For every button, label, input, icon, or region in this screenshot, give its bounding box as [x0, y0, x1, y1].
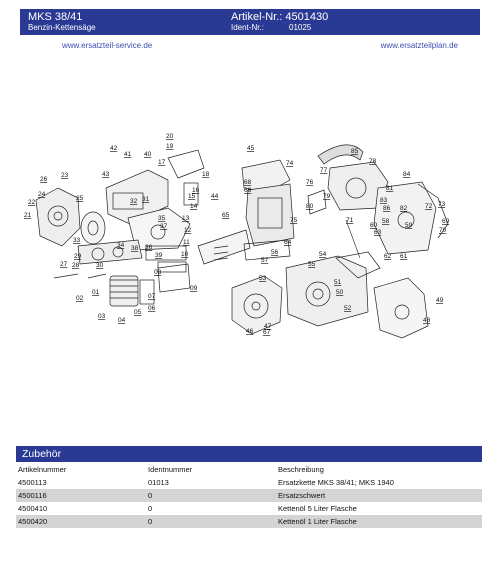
part-callout-69: 69 — [442, 218, 450, 225]
cell-beschreibung: Kettenöl 5 Liter Flasche — [278, 504, 357, 513]
part-callout-71: 71 — [346, 217, 354, 224]
part-callout-24: 24 — [38, 191, 46, 198]
cell-beschreibung: Ersatzschwert — [276, 489, 482, 502]
model-title: MKS 38/41 — [28, 11, 83, 23]
part-callout-32: 32 — [130, 198, 138, 205]
cell-identnummer: 0 — [148, 504, 153, 513]
cell-artikelnummer: 4500410 — [18, 504, 48, 513]
table-row — [16, 502, 482, 515]
part-callout-85: 85 — [351, 148, 359, 155]
part-callout-19: 19 — [166, 143, 174, 150]
part-callout-44: 44 — [211, 193, 219, 200]
part-callout-47: 47 — [264, 323, 272, 330]
part-callout-23: 23 — [61, 172, 69, 179]
part-callout-06: 06 — [148, 305, 156, 312]
part-callout-46: 46 — [246, 328, 254, 335]
part-callout-59: 59 — [405, 222, 413, 229]
part-callout-73: 73 — [438, 201, 446, 208]
ident-label: Ident-Nr.: — [231, 23, 264, 32]
part-callout-26: 26 — [40, 176, 48, 183]
part-callout-08: 08 — [154, 269, 162, 276]
part-callout-39: 39 — [155, 252, 163, 259]
part-callout-70: 70 — [439, 227, 447, 234]
part-callout-02: 02 — [76, 295, 84, 302]
part-callout-20: 20 — [166, 133, 174, 140]
part-callout-11: 11 — [183, 239, 190, 246]
part-callout-03: 03 — [98, 313, 106, 320]
cell-identnummer: 0 — [146, 489, 276, 502]
link-ersatzteil-service[interactable]: www.ersatzteil-service.de — [62, 41, 153, 50]
part-callout-43: 43 — [102, 171, 110, 178]
accessories-table — [16, 462, 482, 528]
part-callout-67: 67 — [263, 329, 271, 336]
part-callout-12: 12 — [184, 227, 192, 234]
part-callout-76: 76 — [306, 179, 314, 186]
exploded-parts-diagram — [18, 128, 482, 353]
table-row — [16, 515, 482, 528]
part-callout-86: 86 — [383, 205, 391, 212]
part-callout-48: 48 — [423, 317, 431, 324]
part-callout-29: 29 — [74, 253, 82, 260]
part-callout-27: 27 — [60, 261, 68, 268]
part-callout-35: 35 — [158, 215, 166, 222]
part-callout-77: 77 — [320, 167, 328, 174]
diagram-parts — [36, 145, 448, 338]
part-callout-82: 82 — [400, 205, 408, 212]
part-callout-49: 49 — [436, 297, 444, 304]
part-callout-78: 78 — [369, 158, 377, 165]
col-identnummer: Identnummer — [148, 464, 193, 474]
part-callout-52: 52 — [344, 305, 352, 312]
part-callout-14: 14 — [190, 203, 198, 210]
table-header-row — [16, 462, 482, 476]
part-callout-54: 54 — [319, 251, 327, 258]
part-callout-84: 84 — [403, 171, 411, 178]
part-callout-64: 64 — [284, 239, 292, 246]
part-callout-30: 30 — [96, 262, 104, 269]
part-callout-80: 80 — [306, 203, 314, 210]
part-callout-42: 42 — [110, 145, 118, 152]
part-callout-05: 05 — [134, 309, 142, 316]
part-callout-83: 83 — [380, 197, 388, 204]
cell-beschreibung: Ersatzkette MKS 38/41; MKS 1940 — [278, 478, 394, 487]
parts-diagram-svg — [18, 128, 482, 353]
part-callout-63: 63 — [374, 229, 382, 236]
cell-identnummer: 01013 — [148, 478, 169, 487]
part-callout-66: 66 — [244, 187, 252, 194]
part-callout-58: 58 — [382, 218, 390, 225]
part-callout-09: 09 — [190, 285, 198, 292]
header-bar — [20, 9, 480, 35]
part-callout-10: 10 — [181, 251, 189, 258]
article-number: Artikel-Nr.: 4501430 — [231, 11, 329, 23]
cell-identnummer: 0 — [146, 515, 276, 528]
part-callout-57: 57 — [261, 257, 269, 264]
part-callout-36: 36 — [145, 244, 153, 251]
part-callout-38: 38 — [131, 245, 139, 252]
part-callout-17: 17 — [158, 159, 166, 166]
table-row — [16, 476, 482, 489]
part-callout-22: 22 — [28, 199, 36, 206]
part-callout-37: 37 — [160, 223, 168, 230]
ident-value: 01025 — [289, 23, 312, 32]
cell-beschreibung: Kettenöl 1 Liter Flasche — [276, 515, 482, 528]
accessories-title: Zubehör — [22, 448, 62, 460]
part-callout-13: 13 — [182, 215, 190, 222]
part-callout-75: 75 — [290, 217, 298, 224]
model-subtitle: Benzin-Kettensäge — [28, 23, 96, 32]
col-beschreibung: Beschreibung — [278, 464, 324, 474]
part-callout-33: 33 — [73, 237, 81, 244]
part-callout-25: 25 — [76, 195, 84, 202]
cell-artikelnummer: 4500113 — [18, 478, 47, 487]
part-callout-18: 18 — [202, 171, 210, 178]
part-callout-50: 50 — [336, 289, 344, 296]
part-callout-34: 34 — [117, 242, 125, 249]
part-callout-79: 79 — [323, 193, 331, 200]
part-callout-45: 45 — [247, 145, 255, 152]
part-callout-07: 07 — [148, 293, 156, 300]
part-callout-21: 21 — [24, 212, 32, 219]
part-callout-55: 55 — [308, 261, 316, 268]
part-callout-04: 04 — [118, 317, 126, 324]
part-callout-60: 60 — [370, 222, 378, 229]
link-ersatzteilplan[interactable]: www.ersatzteilplan.de — [380, 41, 458, 50]
col-artikelnummer: Artikelnummer — [18, 464, 67, 474]
cell-artikelnummer: 4500420 — [16, 515, 146, 528]
part-callout-56: 56 — [271, 249, 279, 256]
part-callout-68: 68 — [244, 179, 252, 186]
part-callout-28: 28 — [72, 262, 80, 269]
part-callout-16: 16 — [192, 187, 200, 194]
table-row — [16, 489, 482, 502]
accessories-header — [16, 446, 482, 462]
part-callout-61: 61 — [400, 253, 408, 260]
part-callout-40: 40 — [144, 151, 152, 158]
part-callout-31: 31 — [142, 196, 150, 203]
part-callout-62: 62 — [384, 253, 392, 260]
part-callout-01: 01 — [92, 289, 100, 296]
cell-artikelnummer: 4500116 — [16, 489, 146, 502]
part-callout-53: 53 — [259, 275, 267, 282]
part-callout-15: 15 — [188, 193, 196, 200]
part-callout-41: 41 — [124, 151, 132, 158]
part-callout-51: 51 — [334, 279, 342, 286]
part-callout-81: 81 — [386, 185, 394, 192]
part-callout-74: 74 — [286, 160, 294, 167]
part-callout-65: 65 — [222, 212, 230, 219]
part-callout-72: 72 — [425, 203, 433, 210]
